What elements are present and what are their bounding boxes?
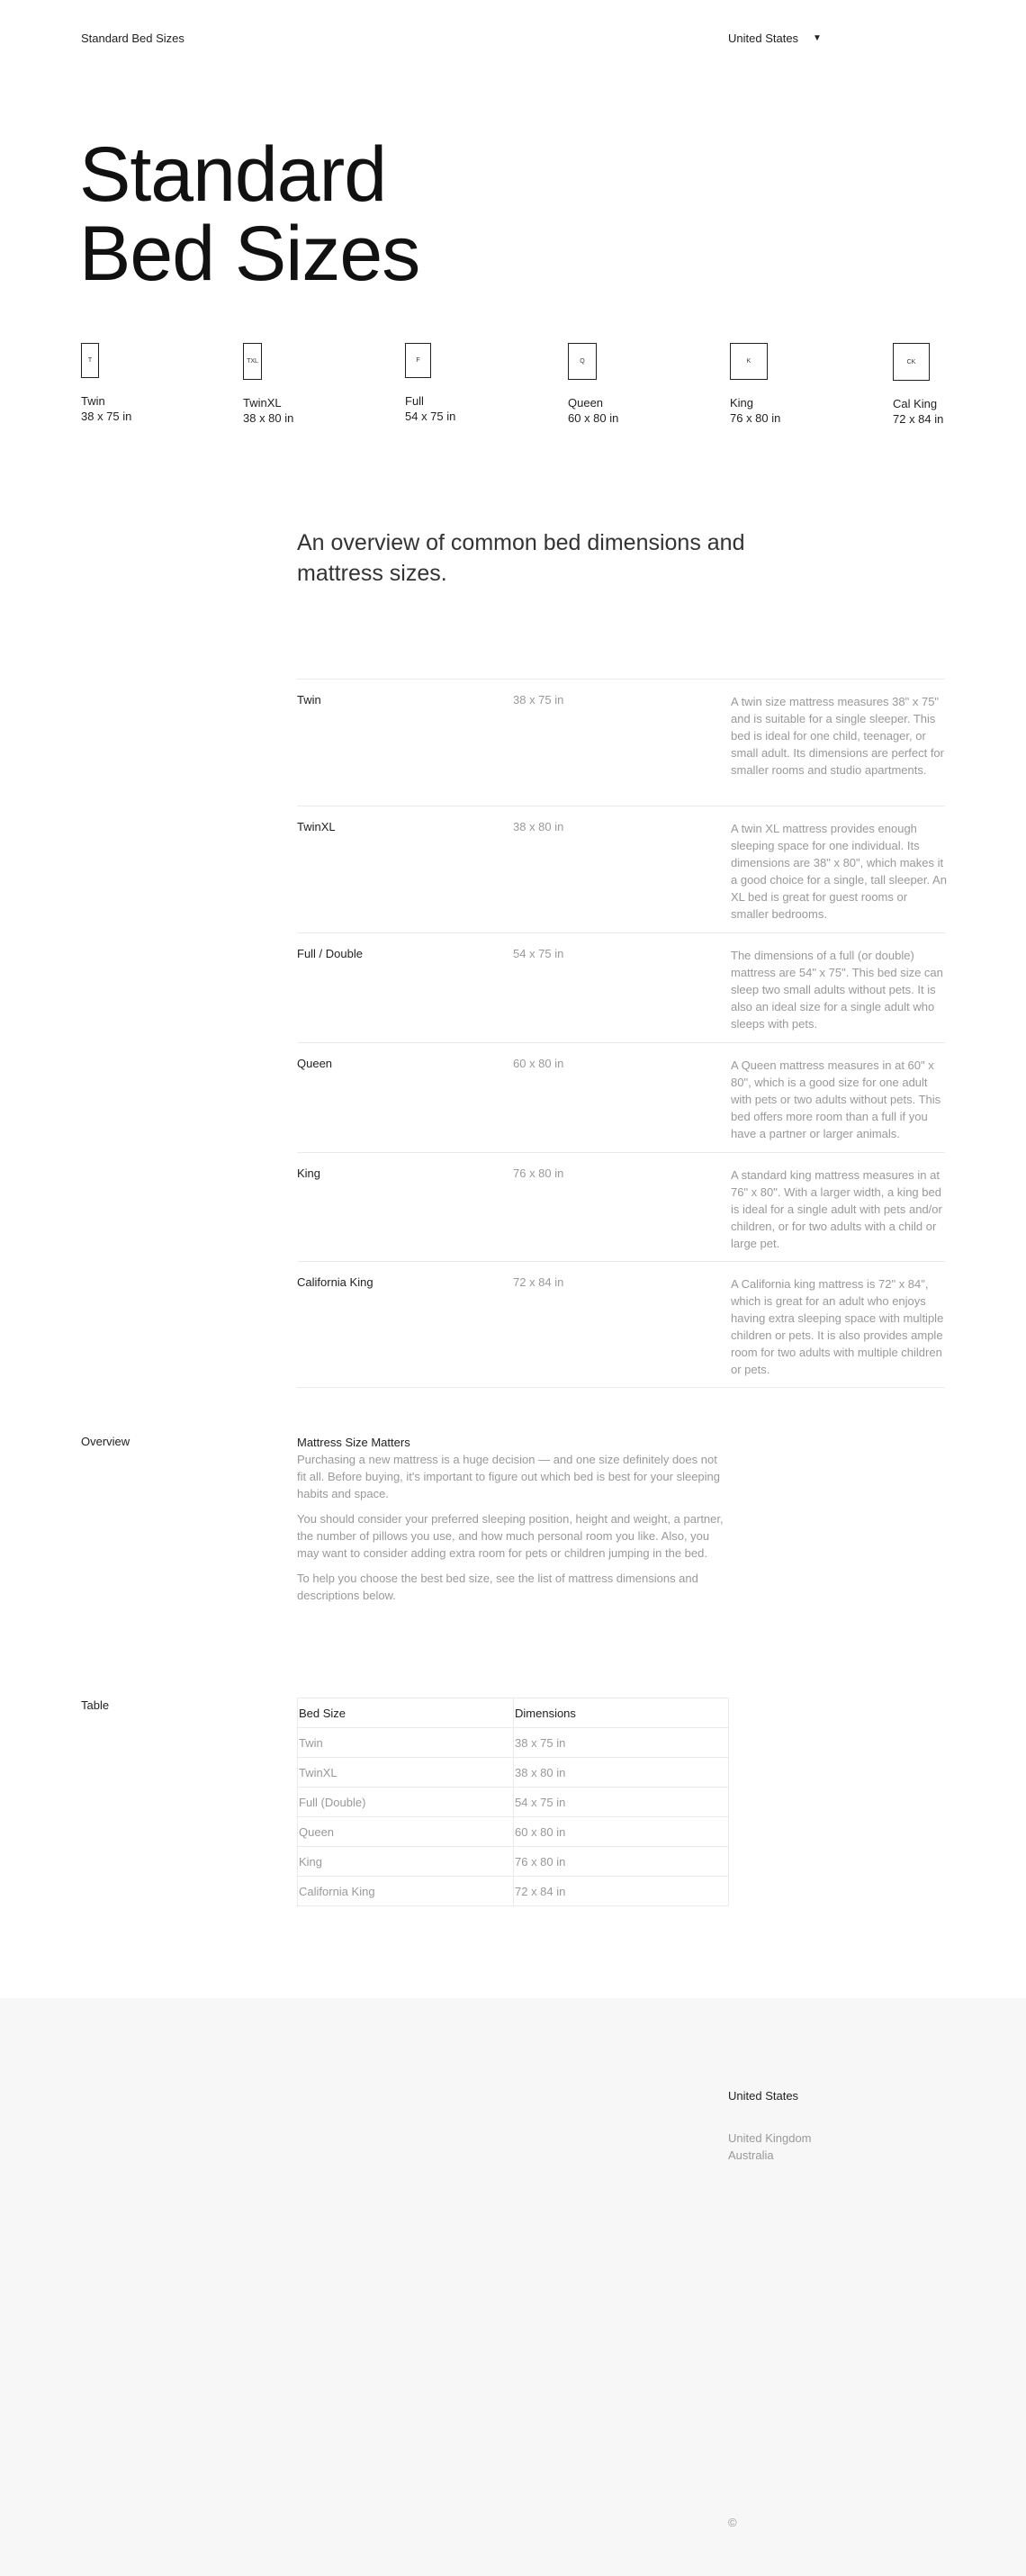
overview-paragraph: You should consider your preferred sleeping position, height and weight, a partner, the number of pillows you use, and how much personal room you like. Also, you may want to consider adding extra room for pets or children jumping in the bed. (297, 1512, 724, 1560)
table-row (298, 1817, 729, 1847)
table-cell-dimensions: 60 x 80 in (514, 1817, 729, 1847)
twin-bed-icon: T (81, 343, 99, 378)
footer (0, 1998, 1026, 2576)
table-cell-bed-size: TwinXL (298, 1758, 514, 1788)
table-cell-bed-size: King (298, 1847, 514, 1877)
country-select[interactable] (728, 32, 822, 45)
bed-row-twin (297, 679, 945, 806)
table-row (298, 1788, 729, 1817)
bed-row-dim: 60 x 80 in (513, 1057, 564, 1070)
bed-row-desc: A California king mattress is 72" x 84", which is great for an adult who enjoys having extra sleeping space with multiple children or pets. It is also provides ample room for two adults with multiple children or pets. (731, 1277, 944, 1376)
footer-link-australia[interactable]: Australia (728, 2148, 774, 2162)
table-cell-bed-size: Queen (298, 1817, 514, 1847)
table-row (298, 1847, 729, 1877)
table-header-row (298, 1698, 729, 1728)
size-dim: 60 x 80 in (568, 411, 619, 425)
overview-heading: An overview of common bed dimensions and mattress sizes. (297, 530, 745, 586)
table-cell-dimensions: 54 x 75 in (514, 1788, 729, 1817)
table-header-bed-size: Bed Size (298, 1698, 514, 1728)
overview-paragraph: To help you choose the best bed size, see the list of mattress dimensions and descriptions below. (297, 1572, 698, 1602)
caret-down-icon: ▼ (813, 33, 822, 43)
table-cell-bed-size: Twin (298, 1728, 514, 1758)
bed-row-dim: 38 x 80 in (513, 820, 564, 833)
page-title (79, 131, 619, 297)
footer-country-links (728, 2130, 812, 2164)
site-title[interactable]: Standard Bed Sizes (81, 32, 184, 45)
size-item-cal-king[interactable] (893, 343, 1001, 428)
size-dim: 38 x 75 in (81, 410, 132, 423)
size-name: TwinXL (243, 396, 282, 410)
copyright-icon: © (728, 2516, 737, 2529)
table-cell-bed-size: Full (Double) (298, 1788, 514, 1817)
table-header-dimensions: Dimensions (514, 1698, 729, 1728)
bed-row-desc: A Queen mattress measures in at 60" x 80", which is a good size for one adult with pets or two adults without pets. This bed offers more room than a full if you have a partner or larger animals. (731, 1058, 941, 1140)
bed-row-full (297, 932, 945, 1042)
table-cell-bed-size: California King (298, 1877, 514, 1906)
bed-row-desc: The dimensions of a full (or double) mattress are 54" x 75". This bed size can sleep two small adults without pets. It is also an ideal size for a single adult who sleeps with pets. (731, 949, 943, 1031)
size-dim: 76 x 80 in (730, 411, 781, 425)
size-dim: 38 x 80 in (243, 411, 294, 425)
bed-row-queen (297, 1042, 945, 1152)
size-item-queen[interactable] (568, 343, 676, 427)
page-title-line-1: Standard (79, 131, 387, 218)
bed-row-dim: 38 x 75 in (513, 693, 564, 707)
king-bed-icon: K (730, 343, 768, 380)
bed-row-desc: A standard king mattress measures in at 76" x 80". With a larger width, a king bed is ideal for a single adult with pets and/or children, or for two adults with a child or large pet. (731, 1168, 942, 1250)
bed-size-list (297, 679, 945, 1388)
overview-title: Mattress Size Matters (297, 1436, 410, 1449)
bed-row-name: Twin (297, 693, 321, 707)
overview-paragraph: Purchasing a new mattress is a huge decision — and one size definitely does not fit all. Before buying, it's important to figure out which bed is best for your sleeping habits and space. (297, 1453, 721, 1500)
size-item-twin[interactable] (81, 343, 189, 425)
bed-size-table (297, 1698, 729, 1906)
size-item-full[interactable] (405, 343, 513, 425)
table-row (298, 1728, 729, 1758)
bed-row-california-king (297, 1261, 945, 1388)
size-item-king[interactable] (730, 343, 838, 427)
bed-row-name: King (297, 1166, 321, 1180)
size-name: Twin (81, 394, 105, 408)
queen-bed-icon: Q (568, 343, 597, 380)
bed-row-dim: 72 x 84 in (513, 1275, 564, 1289)
overview-section-label: Overview (81, 1435, 130, 1448)
twinxl-bed-icon: TXL (243, 343, 262, 380)
size-icons-row (81, 343, 945, 429)
size-item-twinxl[interactable] (243, 343, 351, 427)
bed-row-name: Full / Double (297, 947, 363, 960)
bed-row-name: California King (297, 1275, 374, 1289)
bed-row-king (297, 1152, 945, 1261)
bed-row-desc: A twin XL mattress provides enough sleeping space for one individual. Its dimensions are 38" x 80", which makes it a good choice for a single, tall sleeper. An XL bed is great for guest rooms or smaller bedrooms. (731, 822, 947, 921)
header (0, 0, 1026, 77)
table-row (298, 1758, 729, 1788)
footer-current-country[interactable]: United States (728, 2089, 799, 2103)
size-dim: 72 x 84 in (893, 412, 944, 426)
table-row (298, 1877, 729, 1906)
table-cell-dimensions: 76 x 80 in (514, 1847, 729, 1877)
cal-king-bed-icon: CK (893, 343, 930, 381)
bed-row-desc: A twin size mattress measures 38" x 75" and is suitable for a single sleeper. This bed is ideal for one child, teenager, or small adult. Its dimensions are perfect for smaller rooms and studio apartments. (731, 695, 944, 777)
bed-row-name: Queen (297, 1057, 333, 1070)
bed-row-dim: 76 x 80 in (513, 1166, 564, 1180)
size-name: Cal King (893, 397, 938, 410)
size-name: Full (405, 394, 424, 408)
bed-row-twinxl (297, 806, 945, 932)
footer-link-united-kingdom[interactable]: United Kingdom (728, 2131, 812, 2145)
size-dim: 54 x 75 in (405, 410, 456, 423)
table-section-label: Table (81, 1698, 110, 1712)
full-bed-icon: F (405, 343, 431, 378)
size-name: Queen (568, 396, 604, 410)
overview-section (297, 1434, 729, 1612)
table-cell-dimensions: 38 x 80 in (514, 1758, 729, 1788)
country-select-label: United States (728, 32, 799, 45)
table-cell-dimensions: 72 x 84 in (514, 1877, 729, 1906)
table-cell-dimensions: 38 x 75 in (514, 1728, 729, 1758)
size-name: King (730, 396, 754, 410)
page-title-line-2: Bed Sizes (79, 211, 420, 297)
bed-row-dim: 54 x 75 in (513, 947, 564, 960)
bed-row-name: TwinXL (297, 820, 336, 833)
